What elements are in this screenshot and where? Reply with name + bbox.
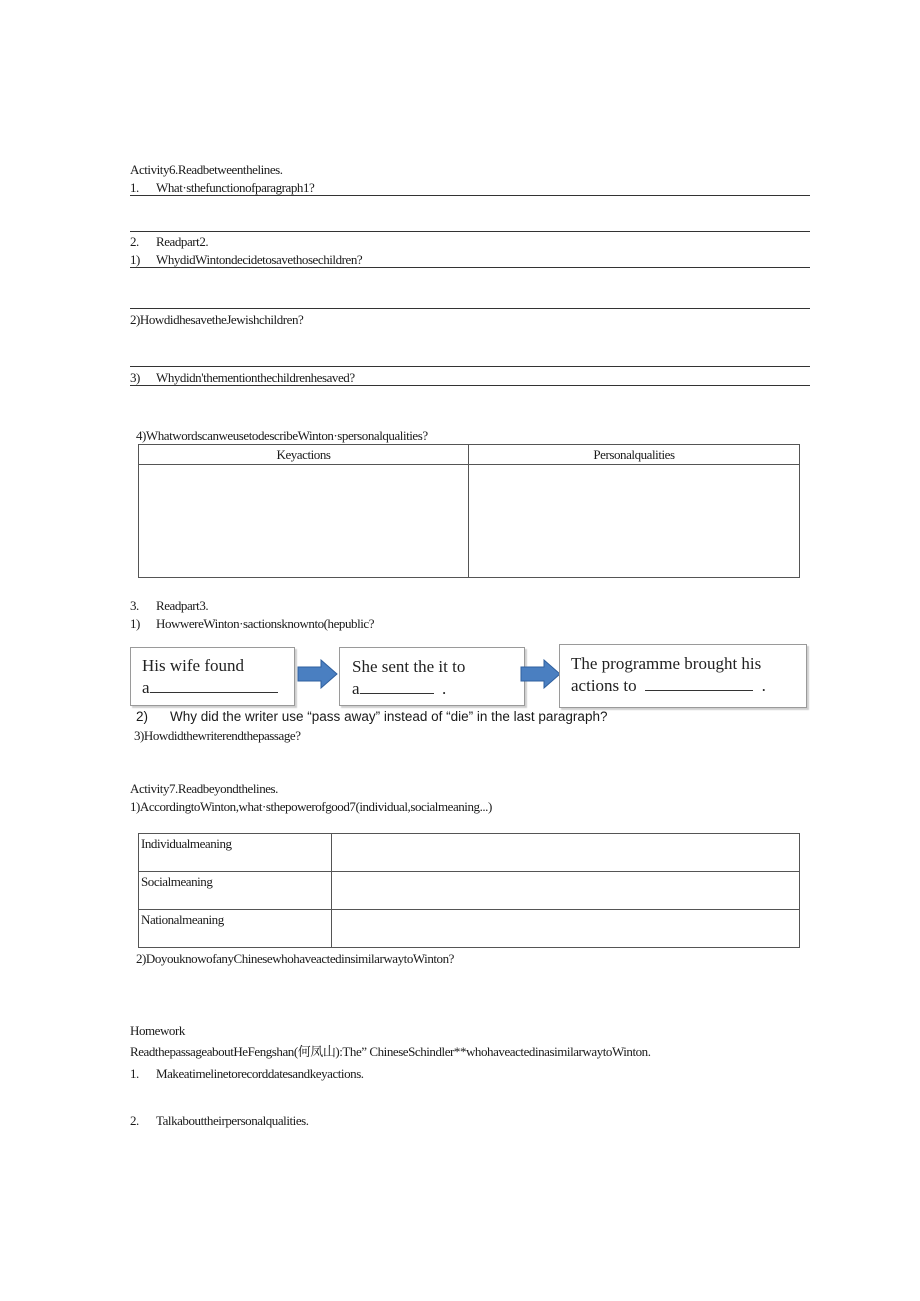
a6-part2-q1-text: WhydidWintondecidetosavethosechildren?	[156, 252, 363, 267]
flow-box-2-prefix: a	[352, 679, 360, 698]
a6-part2-q2: 2)HowdidhesavetheJewishchildren?	[130, 312, 304, 327]
flow-box-2	[339, 647, 525, 706]
answer-line[interactable]	[130, 195, 810, 196]
a6-part3-q2-number: 2)	[136, 709, 149, 724]
homework-intro: ReadthepassageaboutHeFengshan(何凤山):The” ChineseSchindler**whohaveactedinasimilarwaytoWinton.	[130, 1044, 651, 1059]
qualities-table	[138, 444, 800, 578]
homework-item-2	[130, 1113, 309, 1128]
a6-part3-q3: 3)Howdidthewriterendthepassage?	[134, 728, 301, 743]
meaning-answer-cell[interactable]	[332, 834, 800, 872]
meaning-answer-cell[interactable]	[332, 910, 800, 948]
a6-part2-number: 2.	[130, 234, 139, 249]
a6-part2-text: Readpart2.	[156, 234, 209, 249]
a6-part3-q1-number: 1)	[130, 616, 140, 631]
meaning-table	[138, 833, 800, 948]
answer-line[interactable]	[130, 308, 810, 309]
answer-line[interactable]	[130, 366, 810, 367]
flow-box-3-line1: The programme brought his	[571, 654, 762, 673]
fill-blank[interactable]	[150, 678, 278, 693]
a6-q1	[130, 180, 314, 195]
activity6-title: Activity6.Readbetweenthelines.	[130, 162, 283, 177]
a6-part2-q3	[130, 370, 355, 385]
activity7-title: Activity7.Readbeyondthelines.	[130, 781, 278, 796]
flow-box-3-prefix: actions to	[571, 676, 637, 695]
a6-part2-heading	[130, 234, 208, 249]
homework-title: Homework	[130, 1023, 185, 1038]
homework-item-1-text: Makeatimelinetorecorddatesandkeyactions.	[156, 1066, 364, 1081]
a6-part3-q2-text: Why did the writer use “pass away” instead of “die” in the last paragraph?	[170, 709, 608, 724]
flow-box-1	[130, 647, 295, 706]
fill-blank[interactable]	[360, 679, 434, 694]
row-label: Nationalmeaning	[139, 910, 332, 948]
flow-box-3	[559, 644, 807, 708]
a6-part3-q1	[130, 616, 374, 631]
flow-box-2-line2	[352, 678, 446, 699]
a6-q1-text: What·sthefunctionofparagraph1?	[156, 180, 315, 195]
key-actions-cell[interactable]	[139, 465, 469, 578]
homework-item-2-text: Talkabouttheirpersonalqualities.	[156, 1113, 309, 1128]
homework-item-1-number: 1.	[130, 1066, 139, 1081]
a6-part2-q4: 4)WhatwordscanweusetodescribeWinton·spersonalqualities?	[136, 428, 428, 443]
answer-line[interactable]	[130, 385, 810, 386]
flow-box-3-end: .	[761, 676, 766, 695]
a7-q2: 2)DoyouknowofanyChinesewhohaveactedinsimilarwaytoWinton?	[136, 951, 454, 966]
a6-part3-q2	[136, 709, 607, 724]
personal-qualities-cell[interactable]	[469, 465, 800, 578]
a6-part2-q3-text: Whydidn'thementionthechildrenhesaved?	[156, 370, 355, 385]
meaning-answer-cell[interactable]	[332, 872, 800, 910]
flow-box-2-line1: She sent the it to	[352, 657, 466, 676]
answer-line[interactable]	[130, 231, 810, 232]
a6-part2-q1	[130, 252, 362, 267]
flow-box-2-end: .	[442, 679, 447, 698]
flow-box-1-line2	[142, 677, 278, 698]
homework-item-2-number: 2.	[130, 1113, 139, 1128]
a6-q1-number: 1.	[130, 180, 139, 195]
flow-box-3-line2	[571, 675, 766, 696]
a6-part3-heading	[130, 598, 208, 613]
homework-item-1	[130, 1066, 364, 1081]
col-key-actions: Keyactions	[139, 445, 469, 465]
a6-part3-q1-text: HowwereWinton·sactionsknownto(hepublic?	[156, 616, 375, 631]
a6-part3-text: Readpart3.	[156, 598, 209, 613]
a6-part2-q3-number: 3)	[130, 370, 140, 385]
fill-blank[interactable]	[645, 676, 753, 691]
a7-q1: 1)AccordingtoWinton,what·sthepowerofgood7(individual,socialmeaning...)	[130, 799, 492, 814]
col-personal-qualities: Personalqualities	[469, 445, 800, 465]
flow-box-1-prefix: a	[142, 678, 150, 697]
row-label: Individualmeaning	[139, 834, 332, 872]
row-label: Socialmeaning	[139, 872, 332, 910]
answer-line[interactable]	[130, 267, 810, 268]
a6-part3-number: 3.	[130, 598, 139, 613]
flow-box-1-line1: His wife found	[142, 656, 244, 675]
a6-part2-q1-number: 1)	[130, 252, 140, 267]
arrow-right-icon	[297, 659, 339, 689]
arrow-right-icon	[520, 659, 562, 689]
